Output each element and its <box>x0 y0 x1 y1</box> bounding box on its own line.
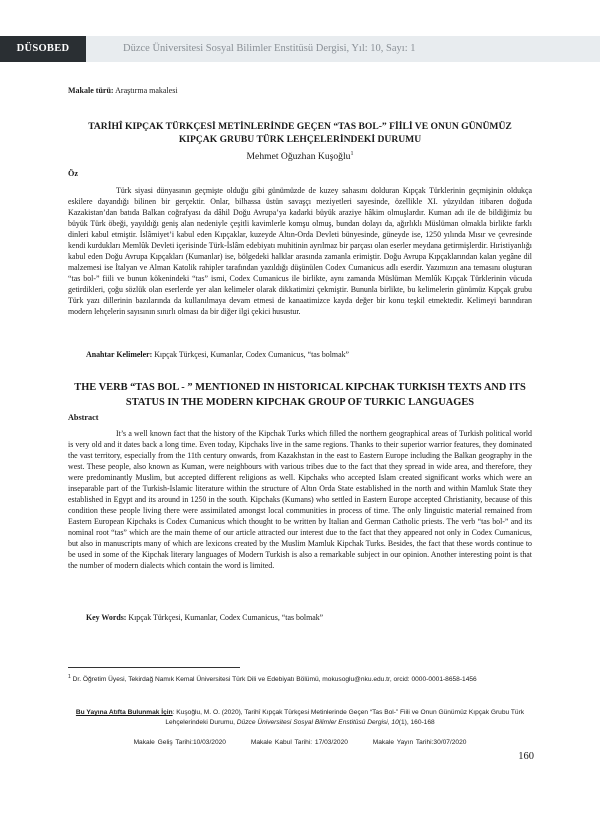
citation-journal: Düzce Üniversitesi Sosyal Bilimler Enstitüsü Dergisi, 10 <box>236 719 399 726</box>
journal-name: Düzce Üniversitesi Sosyal Bilimler Enstitüsü Dergisi, Yıl: 10, Sayı: 1 <box>123 43 416 54</box>
english-title: THE VERB “TAS BOL - ” MENTIONED IN HISTORICAL KIPCHAK TURKISH TEXTS AND ITS STATUS IN THE MODERN KIPCHAK GROUP OF TURKIC LANGUAGES <box>74 382 526 408</box>
english-keywords-text: Kıpçak Türkçesi, Kumanlar, Codex Cumanicus, “tas bolmak” <box>128 613 324 622</box>
citation-end: (1), 160-168 <box>398 719 435 726</box>
turkish-abstract <box>68 185 532 317</box>
article-type-label: Makale türü: <box>68 86 114 95</box>
citation-block <box>68 708 532 728</box>
footnote <box>68 672 532 685</box>
date-submitted: Makale Geliş Tarihi:10/03/2020 <box>133 739 226 746</box>
author-name: Mehmet Oğuzhan Kuşoğlu <box>246 151 351 163</box>
turkish-keywords-label: Anahtar Kelimeler: <box>86 350 153 359</box>
citation-text: : Kuşoğlu, M. O. (2020), Tarihî Kıpçak Türkçesi Metinlerinde Geçen “Tas Bol-” Fiili ve Onun Günümüz Kıpçak Grubu Türk Lehçelerindeki Durumu, <box>165 709 525 726</box>
english-keywords-label: Key Words: <box>86 613 127 622</box>
article-type-value: Araştırma makalesi <box>115 86 178 95</box>
footnote-divider <box>68 667 240 668</box>
article-type <box>68 86 178 95</box>
english-abstract-text: It’s a well known fact that the history of the Kipchak Turks which filled the northern geographical areas of Turkish political world is very old and it dates back a long time. Even today, Kipchaks live in the same regions. Thanks to their superior warrior features, they dominated the vast territory, especially from the 11th century onwards, from Kazakhstan in the east to Eastern Europe including the Balkan geography in the west. These people, also known as Kuman, were neighbours with various tribes due to the fact that they spread in wide area, and therefore, they were predominantly Muslim, but accepted different religions as well. Kipchaks who accepted Islam created significant works which were an inseparable part of the Turkish-Islamic literature within the structure of Altın Orda State established in the north and within Mamluk State they established in Egypt and its around in 1250 in the south. Kipchaks (Kumans) who settled in Eastern Europe accepted Christianity, because of this condition these people living there were assimilated amongst local communities in process of time. The only linguistic material remained from Eastern European Kipchaks is Codex Cumanicus which thought to be written by Italian and German Catholic priests. The verb “tas bol-” and its nominal root “tas” which are the main theme of our article attracted our interest due to the fact that they appeared not only in Codex Cumanicus, but also in manuscripts many of which are lexicons created by the Muslim Mamluk Kipchak Turks. Besides, the fact that these words continue to be used in some of the Kipchak literary languages of Modern Turkish is also a remarkable subject in our opinion. Another interesting point is that the number of modern dialects which contain the word is limited. <box>68 429 532 570</box>
article-dates <box>68 739 532 746</box>
english-abstract-heading: Abstract <box>68 413 99 422</box>
turkish-keywords <box>86 350 349 359</box>
citation-label: Bu Yayına Atıfta Bulunmak İçin <box>75 709 173 716</box>
date-accepted: Makale Kabul Tarihi: 17/03/2020 <box>250 739 348 746</box>
date-published: Makale Yayın Tarihi:30/07/2020 <box>372 739 467 746</box>
turkish-title: TARİHÎ KIPÇAK TÜRKÇESİ METİNLERİNDE GEÇEN “TAS BOL-” FİİLİ VE ONUN GÜNÜMÜZ KIPÇAK GRUBU TÜRK LEHÇELERİNDEKİ DURUMU <box>88 121 512 145</box>
turkish-abstract-heading: Öz <box>68 169 79 178</box>
author-footnote-mark[interactable]: 1 <box>350 151 354 157</box>
journal-abbreviation: DÜSOBED <box>0 36 86 62</box>
turkish-abstract-text: Türk siyasi dünyasının geçmişte olduğu gibi günümüzde de kuzey sahasını dolduran Kıpçak Türklerinin geçmişinin oldukça eskilere dayandığı bilinen bir gerçektir. Onlar, bilhassa üstün savaşçı meziyetleri sayesinde, özellikle XI. yüzyıldan itibaren doğuda Kazakistan’dan batıda Balkan coğrafyası da dâhil Doğu Avrupa’ya kadarki büyük araziye hâkim olmuşlardır. Kuman adı ile de bildiğimiz bu büyük Türk öbeği, yayıldığı geniş alan nedeniyle çeşitli kavimlerle komşu olmuş, bundan dolayı da, ağırlıklı Müslüman olmakla birlikte farklı dinleri kabul etmiştir. İslâmiyet’i kabul eden Kıpçaklar, kuzeyde Altın-Orda Devleti bünyesinde, güneyde ise, 1250 yılında Mısır ve çevresinde kendi kurdukları Memlûk Devleti içerisinde Türk-İslâm edebiyatı muhitinin ayrılmaz bir parçası olan eserler meydana getirmişlerdir. Hıristiyanlığı kabul eden Doğu Avrupa Kıpçakları (Kumanlar) ise, bölgedeki halklar arasında zamanla erimiştir. Doğu Avrupa Kıpçaklarından kalan yegâne dil malzemesi ise İtalyan ve Alman Katolik rahipler tarafından yazıldığı düşünülen Codex Cumanicus adlı eserdir. Yazımızın ana temasını oluşturan “tas bol-” fiili ve bunun kökenindeki “tas” ismi, Codex Cumanicus ile birlikte, aynı zamanda Müslüman Memlûk Kıpçak Türklerinin vücuda getirdikleri, çoğu sözlük olan eserlerde yer alan kelimeler olarak dikkatimizi çekmiştir. Bununla birlikte, bu kelimelerin günümüz Kıpçak grubu Türk yazı dillerinin bazılarında da kullanılmaya devam etmesi de kanaatimizce kayda değer bir konu teşkil etmektedir. Kelimeyi barındıran modern lehçelerin sayısının sınırlı olması da bir diğer ilgi çekici husustur. <box>68 186 532 316</box>
footnote-mark: 1 <box>68 674 71 680</box>
english-abstract <box>68 428 532 571</box>
english-keywords <box>86 613 323 622</box>
page-number: 160 <box>518 751 534 762</box>
turkish-keywords-text: Kıpçak Türkçesi, Kumanlar, Codex Cumanicus, “tas bolmak” <box>154 350 350 359</box>
footnote-text: Dr. Öğretim Üyesi, Tekirdağ Namık Kemal Üniversitesi Türk Dili ve Edebiyatı Bölümü, mokusoglu@nku.edu.tr, orcid: 0000-0001-8658-1456 <box>72 676 477 684</box>
author-line <box>68 151 532 162</box>
